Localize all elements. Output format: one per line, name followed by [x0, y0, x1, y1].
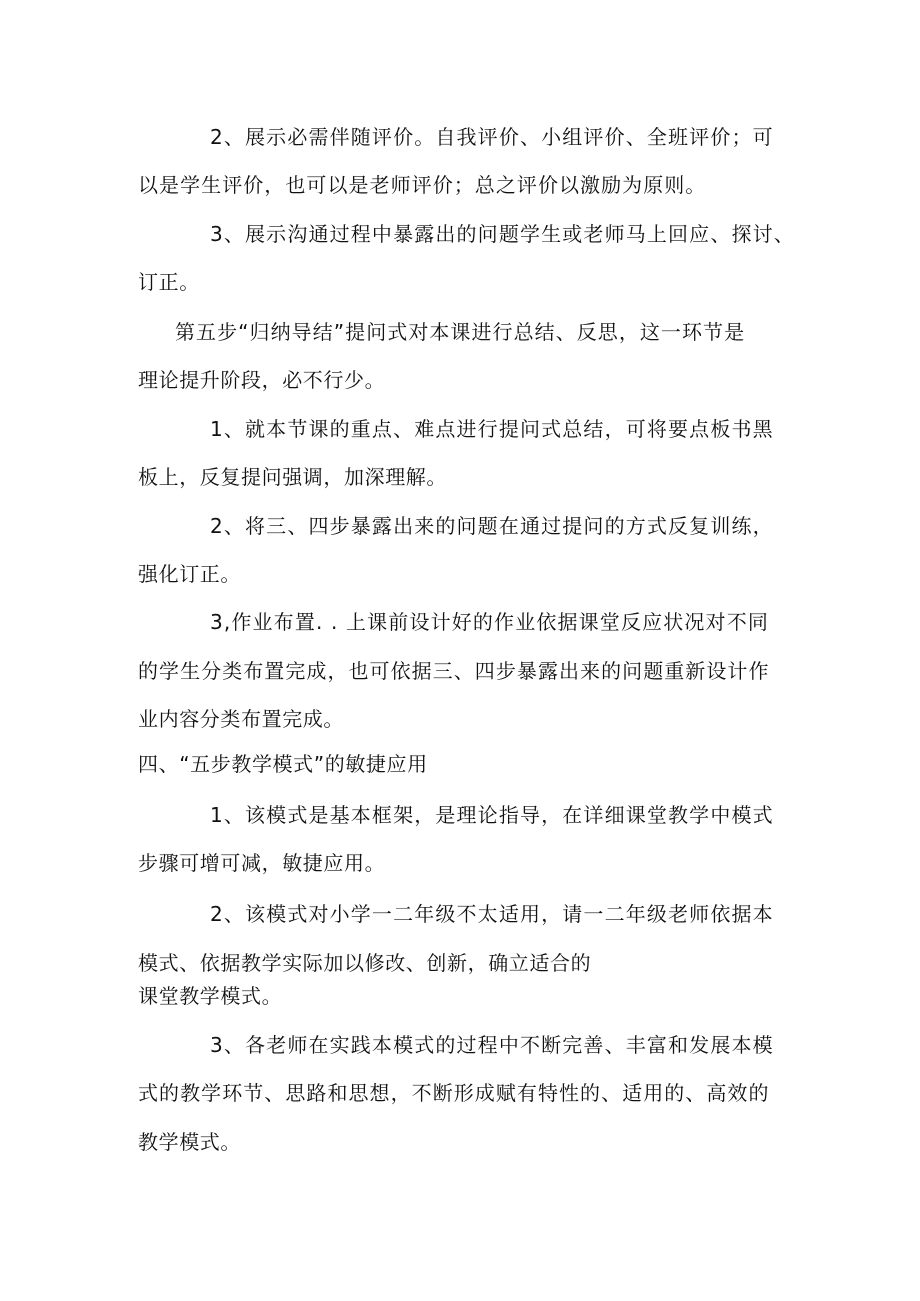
paragraph-line: 2、该模式对小学一二年级不太适用，请一二年级老师依据本 — [210, 902, 774, 926]
paragraph-line: 步骤可增可减，敏捷应用。 — [138, 851, 386, 875]
paragraph-line: 1、就本节课的重点、难点进行提问式总结，可将要点板书黑 — [210, 417, 774, 441]
paragraph-line: 3、各老师在实践本模式的过程中不断完善、丰富和发展本模 — [210, 1033, 774, 1057]
paragraph-line: 理论提升阶段，必不行少。 — [138, 368, 386, 392]
paragraph-line: 课堂教学模式。 — [138, 984, 283, 1008]
paragraph-line: 1、该模式是基本框架，是理论指导，在详细课堂教学中模式 — [210, 803, 774, 827]
paragraph-line: 板上，反复提问强调，加深理解。 — [138, 465, 447, 489]
paragraph-line: 式的教学环节、思路和思想，不断形成赋有特性的、适用的、高效的 — [138, 1081, 770, 1105]
paragraph-line: 2、展示必需伴随评价。自我评价、小组评价、全班评价；可 — [210, 125, 774, 149]
paragraph-line: 强化订正。 — [138, 562, 241, 586]
paragraph-line: 模式、依据教学实际加以修改、创新，确立适合的 — [138, 951, 592, 975]
paragraph-line: 以是学生评价，也可以是老师评价；总之评价以激励为原则。 — [138, 173, 707, 197]
paragraph-line: 3、展示沟通过程中暴露出的问题学生或老师马上回应、探讨、 — [210, 222, 795, 246]
paragraph-line: 的学生分类布置完成，也可依据三、四步暴露出来的问题重新设计作 — [138, 659, 770, 683]
paragraph-line: 业内容分类布置完成。 — [138, 707, 344, 731]
section-heading: 四、“五步教学模式”的敏捷应用 — [138, 752, 428, 776]
paragraph-line: 第五步“归纳导结”提问式对本课进行总结、反思，这一环节是 — [175, 320, 746, 344]
paragraph-line: 3,作业布置. . 上课前设计好的作业依据课堂反应状况对不同 — [210, 610, 770, 634]
paragraph-line: 教学模式。 — [138, 1130, 241, 1154]
paragraph-line: 2、将三、四步暴露出来的问题在通过提问的方式反复训练， — [210, 514, 774, 538]
paragraph-line: 订正。 — [138, 270, 200, 294]
